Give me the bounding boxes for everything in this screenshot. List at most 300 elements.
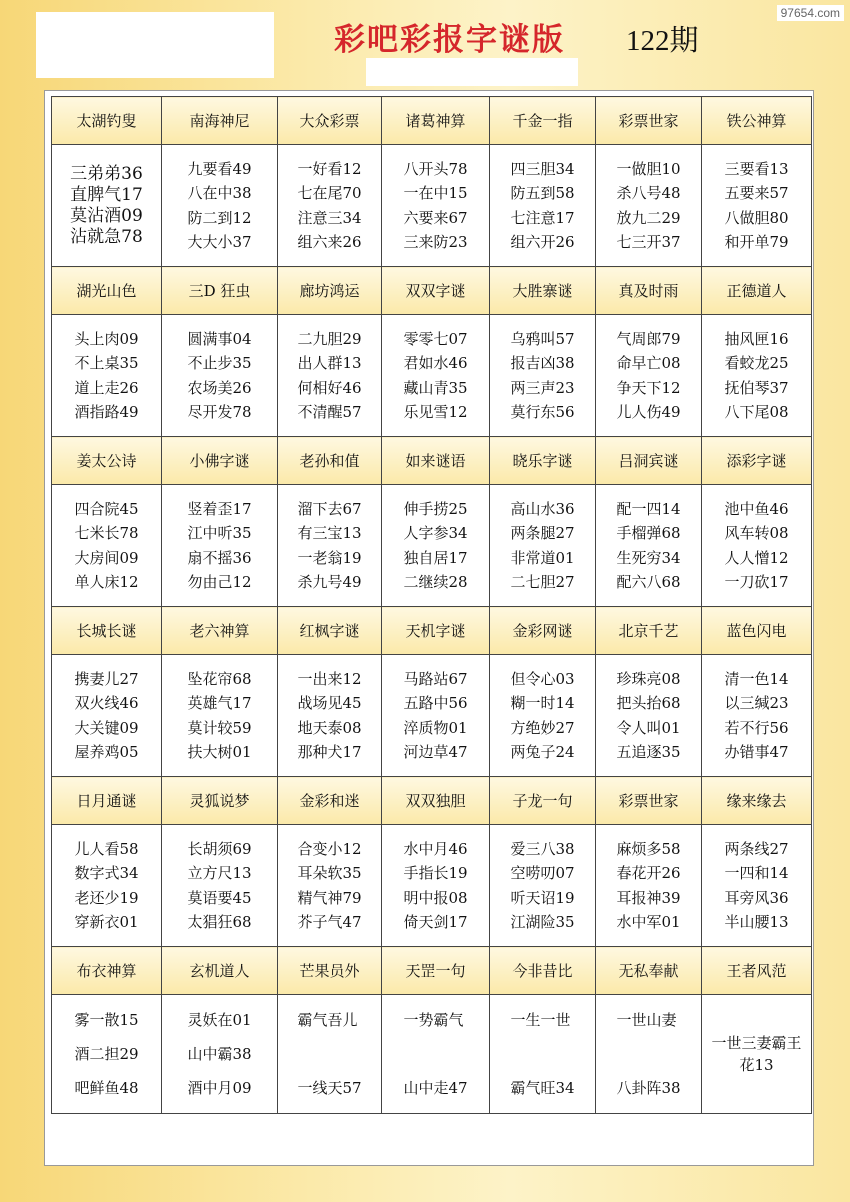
riddle-line: 穿新衣01 bbox=[74, 913, 139, 931]
riddle-line: 莫语要45 bbox=[187, 888, 252, 907]
riddle-line: 有三宝13 bbox=[297, 524, 362, 542]
riddle-cell bbox=[162, 995, 278, 1114]
blank-panel-left bbox=[36, 12, 274, 78]
riddle-line: 方绝妙27 bbox=[510, 718, 575, 737]
riddle-line: 一在中15 bbox=[403, 184, 468, 202]
riddle-cell bbox=[162, 485, 278, 607]
riddle-lines bbox=[74, 667, 138, 765]
riddle-line: 风车转08 bbox=[724, 524, 789, 542]
riddle-line bbox=[616, 1037, 680, 1071]
riddle-line: 雾一散15 bbox=[74, 1011, 139, 1029]
riddle-line: 人人憎12 bbox=[724, 548, 789, 567]
riddle-line: 珍珠亮08 bbox=[616, 669, 681, 688]
riddle-line: 尽开发78 bbox=[187, 403, 252, 421]
riddle-line: 八开头78 bbox=[403, 159, 468, 178]
riddle-line: 老还少19 bbox=[74, 888, 139, 907]
riddle-line: 办错事47 bbox=[724, 743, 789, 761]
riddle-row bbox=[52, 485, 812, 607]
riddle-line: 配六八68 bbox=[616, 573, 681, 591]
riddle-line: 坠花帘68 bbox=[187, 669, 252, 688]
column-header: 长城长谜 bbox=[52, 607, 162, 655]
column-header: 日月通谜 bbox=[52, 777, 162, 825]
riddle-line: 圆满事04 bbox=[187, 329, 252, 348]
riddle-line: 生死穷34 bbox=[616, 548, 681, 567]
riddle-cell bbox=[382, 995, 490, 1114]
riddle-line: 池中鱼46 bbox=[724, 499, 789, 518]
riddle-line: 屋养鸡05 bbox=[74, 743, 139, 761]
riddle-line: 一老翁19 bbox=[297, 548, 362, 567]
riddle-line: 零零七07 bbox=[403, 329, 468, 348]
riddle-line: 酒二担29 bbox=[74, 1045, 139, 1063]
riddle-line: 不清醒57 bbox=[297, 403, 362, 421]
riddle-line: 春花开26 bbox=[616, 864, 681, 882]
header-row bbox=[52, 437, 812, 485]
riddle-line: 地天泰08 bbox=[297, 718, 362, 737]
riddle-line: 立方尺13 bbox=[187, 864, 252, 882]
riddle-line: 耳旁风36 bbox=[724, 888, 789, 907]
riddle-cell bbox=[382, 145, 490, 267]
riddle-lines bbox=[403, 157, 467, 255]
riddle-lines bbox=[616, 157, 680, 255]
riddle-lines bbox=[187, 327, 251, 425]
column-header: 真及时雨 bbox=[596, 267, 702, 315]
riddle-line: 一四和14 bbox=[724, 864, 789, 882]
riddle-lines bbox=[74, 1003, 138, 1105]
riddle-line: 芥子气47 bbox=[297, 913, 362, 931]
riddle-lines bbox=[510, 157, 574, 255]
column-header: 正德道人 bbox=[702, 267, 812, 315]
riddle-line: 长胡须69 bbox=[187, 839, 252, 858]
riddle-lines bbox=[297, 837, 361, 935]
header-row bbox=[52, 97, 812, 145]
riddle-line: 那种犬17 bbox=[297, 743, 362, 761]
riddle-line: 非常道01 bbox=[510, 548, 575, 567]
riddle-line: 把头抬68 bbox=[616, 694, 681, 712]
riddle-line: 耳报神39 bbox=[616, 888, 681, 907]
riddle-lines bbox=[510, 497, 574, 595]
riddle-line: 清一色14 bbox=[724, 669, 789, 688]
riddle-line: 明中报08 bbox=[403, 888, 468, 907]
riddle-line: 八卦阵38 bbox=[616, 1079, 681, 1097]
riddle-line: 报吉凶38 bbox=[510, 354, 575, 372]
riddle-lines bbox=[403, 1003, 467, 1105]
riddle-line: 扇不摇36 bbox=[187, 548, 252, 567]
riddle-line: 手榴弹68 bbox=[616, 524, 681, 542]
riddle-line: 何相好46 bbox=[297, 378, 362, 397]
riddle-line: 注意三34 bbox=[297, 208, 362, 227]
riddle-line: 一世山妻 bbox=[616, 1011, 677, 1029]
riddle-cell bbox=[490, 825, 596, 947]
column-header: 玄机道人 bbox=[162, 947, 278, 995]
riddle-line: 大房间09 bbox=[74, 548, 139, 567]
riddle-lines bbox=[74, 327, 138, 425]
riddle-cell bbox=[52, 485, 162, 607]
riddle-line: 二继续28 bbox=[403, 573, 468, 591]
riddle-cell bbox=[382, 315, 490, 437]
riddle-line: 六要来67 bbox=[403, 208, 468, 227]
riddle-line: 以三缄23 bbox=[724, 694, 789, 712]
riddle-line: 杀九号49 bbox=[297, 573, 362, 591]
riddle-cell bbox=[162, 655, 278, 777]
riddle-line: 直脾气17 bbox=[70, 184, 143, 205]
riddle-lines bbox=[724, 327, 788, 425]
riddle-line: 一世三妻霸王花13 bbox=[711, 1034, 802, 1074]
riddle-line: 战场见45 bbox=[297, 694, 362, 712]
riddle-lines bbox=[510, 667, 574, 765]
riddle-line: 淬质物01 bbox=[403, 718, 468, 737]
riddle-line: 一势霸气 bbox=[403, 1011, 464, 1029]
riddle-lines bbox=[724, 667, 788, 765]
riddle-cell bbox=[382, 825, 490, 947]
riddle-cell bbox=[702, 145, 812, 267]
riddle-lines bbox=[297, 1003, 361, 1105]
riddle-cell bbox=[52, 655, 162, 777]
riddle-line: 人字参34 bbox=[403, 524, 468, 542]
riddle-line bbox=[403, 1037, 467, 1071]
column-header: 三D 狂虫 bbox=[162, 267, 278, 315]
riddle-line: 吧鲜鱼48 bbox=[74, 1079, 139, 1097]
riddle-cell bbox=[490, 485, 596, 607]
riddle-line: 放九二29 bbox=[616, 208, 681, 227]
riddle-line: 九要看49 bbox=[187, 159, 252, 178]
riddle-line: 一生一世 bbox=[510, 1011, 571, 1029]
riddle-line: 精气神79 bbox=[297, 888, 362, 907]
riddle-line: 但令心03 bbox=[510, 669, 575, 688]
riddle-line: 一线天57 bbox=[297, 1079, 362, 1097]
page-title: 彩吧彩报字谜版 bbox=[334, 22, 565, 58]
column-header: 大胜寨谜 bbox=[490, 267, 596, 315]
column-header: 铁公神算 bbox=[702, 97, 812, 145]
riddle-lines bbox=[187, 157, 251, 255]
riddle-line: 高山水36 bbox=[510, 499, 575, 518]
riddle-cell bbox=[702, 825, 812, 947]
riddle-lines bbox=[187, 837, 251, 935]
column-header: 廊坊鸿运 bbox=[278, 267, 382, 315]
column-header: 太湖钓叟 bbox=[52, 97, 162, 145]
riddle-lines bbox=[510, 327, 574, 425]
riddle-line: 独自居17 bbox=[403, 548, 468, 567]
column-header: 灵狐说梦 bbox=[162, 777, 278, 825]
riddle-cell bbox=[382, 655, 490, 777]
riddle-lines bbox=[74, 497, 138, 595]
riddle-cell bbox=[382, 485, 490, 607]
riddle-lines bbox=[403, 667, 467, 765]
riddle-line: 和开单79 bbox=[724, 233, 789, 251]
riddle-line: 乐见雪12 bbox=[403, 403, 468, 421]
riddle-line: 四三胆34 bbox=[510, 159, 575, 178]
riddle-line: 糊一时14 bbox=[510, 694, 575, 712]
column-header: 子龙一句 bbox=[490, 777, 596, 825]
riddle-cell bbox=[52, 145, 162, 267]
riddle-line: 麻烦多58 bbox=[616, 839, 681, 858]
column-header: 天机字谜 bbox=[382, 607, 490, 655]
riddle-cell bbox=[596, 825, 702, 947]
riddle-line: 儿人看58 bbox=[74, 839, 139, 858]
riddle-line: 七在尾70 bbox=[297, 184, 362, 202]
riddle-cell bbox=[162, 315, 278, 437]
column-header: 金彩和迷 bbox=[278, 777, 382, 825]
riddle-line: 莫沾酒09 bbox=[70, 205, 143, 226]
riddle-line: 江中听35 bbox=[187, 524, 252, 542]
header-row bbox=[52, 267, 812, 315]
riddle-line: 杀八号48 bbox=[616, 184, 681, 202]
riddle-cell bbox=[162, 145, 278, 267]
riddle-row bbox=[52, 825, 812, 947]
riddle-line: 抚伯琴37 bbox=[724, 378, 789, 397]
column-header: 蓝色闪电 bbox=[702, 607, 812, 655]
riddle-line: 藏山青35 bbox=[403, 378, 468, 397]
riddle-line: 道上走26 bbox=[74, 378, 139, 397]
riddle-line: 五追逐35 bbox=[616, 743, 681, 761]
riddle-line: 看蛟龙25 bbox=[724, 354, 789, 372]
column-header: 姜太公诗 bbox=[52, 437, 162, 485]
riddle-line: 单人床12 bbox=[74, 573, 139, 591]
riddle-line: 配一四14 bbox=[616, 499, 681, 518]
riddle-cell bbox=[278, 995, 382, 1114]
riddle-lines bbox=[187, 1003, 251, 1105]
riddle-cell bbox=[702, 655, 812, 777]
riddle-cell bbox=[702, 995, 812, 1114]
riddle-cell bbox=[596, 655, 702, 777]
column-header: 双双字谜 bbox=[382, 267, 490, 315]
riddle-line: 争天下12 bbox=[616, 378, 681, 397]
riddle-line: 大大小37 bbox=[187, 233, 252, 251]
riddle-line: 爱三八38 bbox=[510, 839, 575, 858]
riddle-line: 二七胆27 bbox=[510, 573, 575, 591]
riddle-line: 酒中月09 bbox=[187, 1079, 252, 1097]
riddle-line: 两条线27 bbox=[724, 839, 789, 858]
riddle-line: 半山腰13 bbox=[724, 913, 789, 931]
riddle-line: 一刀砍17 bbox=[724, 573, 789, 591]
riddle-cell bbox=[278, 655, 382, 777]
riddle-line: 山中走47 bbox=[403, 1079, 468, 1097]
riddle-line: 出人群13 bbox=[297, 354, 362, 372]
column-header: 小佛字谜 bbox=[162, 437, 278, 485]
column-header: 金彩网谜 bbox=[490, 607, 596, 655]
riddle-lines bbox=[724, 497, 788, 595]
column-header: 千金一指 bbox=[490, 97, 596, 145]
column-header: 如来谜语 bbox=[382, 437, 490, 485]
riddle-cell bbox=[596, 145, 702, 267]
header-row bbox=[52, 607, 812, 655]
riddle-line: 携妻儿27 bbox=[74, 669, 139, 688]
column-header: 彩票世家 bbox=[596, 777, 702, 825]
riddle-line: 抽风匣16 bbox=[724, 329, 789, 348]
riddle-line: 英雄气17 bbox=[187, 694, 252, 712]
column-header: 天罡一句 bbox=[382, 947, 490, 995]
riddle-cell bbox=[596, 995, 702, 1114]
riddle-line: 手指长19 bbox=[403, 864, 468, 882]
column-header: 北京千艺 bbox=[596, 607, 702, 655]
riddle-line: 酒指路49 bbox=[74, 403, 139, 421]
riddle-line bbox=[510, 1037, 574, 1071]
column-header: 晓乐字谜 bbox=[490, 437, 596, 485]
column-header: 彩票世家 bbox=[596, 97, 702, 145]
riddle-lines bbox=[403, 327, 467, 425]
riddle-cell bbox=[52, 315, 162, 437]
riddle-line: 儿人伤49 bbox=[616, 403, 681, 421]
column-header: 诸葛神算 bbox=[382, 97, 490, 145]
column-header: 大众彩票 bbox=[278, 97, 382, 145]
riddle-row bbox=[52, 145, 812, 267]
riddle-cell bbox=[490, 145, 596, 267]
riddle-cell bbox=[278, 145, 382, 267]
riddle-line: 霸气旺34 bbox=[510, 1079, 575, 1097]
riddle-line: 勿由己12 bbox=[187, 573, 252, 591]
riddle-line: 命早亡08 bbox=[616, 354, 681, 372]
column-header: 今非昔比 bbox=[490, 947, 596, 995]
riddle-line: 七三开37 bbox=[616, 233, 681, 251]
riddle-line: 扶大树01 bbox=[187, 743, 252, 761]
column-header: 无私奉献 bbox=[596, 947, 702, 995]
riddle-line: 水中军01 bbox=[616, 913, 681, 931]
riddle-line: 四合院45 bbox=[74, 499, 139, 518]
riddle-line: 霸气吾儿 bbox=[297, 1011, 358, 1029]
column-header: 老孙和值 bbox=[278, 437, 382, 485]
riddle-lines bbox=[616, 667, 680, 765]
riddle-line: 莫行东56 bbox=[510, 403, 575, 421]
site-watermark: 97654.com bbox=[777, 5, 844, 21]
riddle-row bbox=[52, 655, 812, 777]
column-header: 布衣神算 bbox=[52, 947, 162, 995]
column-header: 吕洞宾谜 bbox=[596, 437, 702, 485]
riddle-line: 耳朵软35 bbox=[297, 864, 362, 882]
riddle-row bbox=[52, 315, 812, 437]
riddle-line: 一好看12 bbox=[297, 159, 362, 178]
riddle-line: 组六来26 bbox=[297, 233, 362, 251]
column-header: 双双独胆 bbox=[382, 777, 490, 825]
riddle-line bbox=[297, 1037, 361, 1071]
riddle-lines bbox=[70, 164, 143, 248]
riddle-cell bbox=[162, 825, 278, 947]
riddle-line: 灵妖在01 bbox=[187, 1011, 252, 1029]
riddle-line: 五要来57 bbox=[724, 184, 789, 202]
riddle-line: 八下尾08 bbox=[724, 403, 789, 421]
riddle-line: 水中月46 bbox=[403, 839, 468, 858]
riddle-lines bbox=[187, 667, 251, 765]
riddle-line: 合变小12 bbox=[297, 839, 362, 858]
riddle-lines bbox=[510, 1003, 574, 1105]
riddle-line: 两条腿27 bbox=[510, 524, 575, 542]
riddle-cell bbox=[490, 995, 596, 1114]
column-header: 湖光山色 bbox=[52, 267, 162, 315]
riddle-lines bbox=[297, 497, 361, 595]
column-header: 缘来缘去 bbox=[702, 777, 812, 825]
column-header: 老六神算 bbox=[162, 607, 278, 655]
riddle-line: 江湖险35 bbox=[510, 913, 575, 931]
riddle-line: 一做胆10 bbox=[616, 159, 681, 178]
riddle-line: 河边草47 bbox=[403, 743, 468, 761]
riddle-sheet bbox=[44, 90, 814, 1166]
riddle-cell bbox=[596, 485, 702, 607]
riddle-cell bbox=[52, 995, 162, 1114]
riddle-line: 莫计较59 bbox=[187, 718, 252, 737]
riddle-lines bbox=[724, 157, 788, 255]
riddle-line: 组六开26 bbox=[510, 233, 575, 251]
riddle-line: 八做胆80 bbox=[724, 208, 789, 227]
riddle-line: 二九胆29 bbox=[297, 329, 362, 348]
riddle-cell bbox=[52, 825, 162, 947]
riddle-line: 两兔子24 bbox=[510, 743, 575, 761]
riddle-row bbox=[52, 995, 812, 1114]
riddle-line: 伸手捞25 bbox=[403, 499, 468, 518]
riddle-cell bbox=[702, 485, 812, 607]
riddle-cell bbox=[278, 315, 382, 437]
header-row bbox=[52, 777, 812, 825]
riddle-line: 不上桌35 bbox=[74, 354, 139, 372]
issue-number: 122期 bbox=[626, 25, 699, 57]
riddle-line: 防二到12 bbox=[187, 208, 252, 227]
riddle-line: 七米长78 bbox=[74, 524, 139, 542]
riddle-line: 数字式34 bbox=[74, 864, 139, 882]
column-header: 红枫字谜 bbox=[278, 607, 382, 655]
riddle-line: 双火线46 bbox=[74, 694, 139, 712]
column-header: 芒果员外 bbox=[278, 947, 382, 995]
column-header: 王者风范 bbox=[702, 947, 812, 995]
riddle-line: 三要看13 bbox=[724, 159, 789, 178]
riddle-line: 八在中38 bbox=[187, 184, 252, 202]
riddle-line: 马路站67 bbox=[403, 669, 468, 688]
header-row bbox=[52, 947, 812, 995]
riddle-line: 三来防23 bbox=[403, 233, 468, 251]
riddle-line: 君如水46 bbox=[403, 354, 468, 372]
riddle-cell bbox=[490, 655, 596, 777]
riddle-line: 防五到58 bbox=[510, 184, 575, 202]
riddle-line: 农场美26 bbox=[187, 378, 252, 397]
riddle-lines bbox=[403, 837, 467, 935]
riddle-line: 三弟弟36 bbox=[70, 163, 143, 184]
riddle-line: 太猖狂68 bbox=[187, 913, 252, 931]
riddle-line: 令人叫01 bbox=[616, 718, 681, 737]
riddle-line: 听天诏19 bbox=[510, 888, 575, 907]
riddle-lines bbox=[616, 1003, 680, 1105]
riddle-line: 沾就急78 bbox=[70, 226, 143, 247]
riddle-line: 两三声23 bbox=[510, 378, 575, 397]
riddle-line: 倚天剑17 bbox=[403, 913, 468, 931]
riddle-line: 一出来12 bbox=[297, 669, 362, 688]
riddle-cell bbox=[596, 315, 702, 437]
riddle-line: 空唠叨07 bbox=[510, 864, 575, 882]
riddle-lines bbox=[297, 157, 361, 255]
riddle-line: 不止步35 bbox=[187, 354, 252, 372]
riddle-table bbox=[51, 96, 812, 1114]
riddle-cell bbox=[702, 315, 812, 437]
riddle-line: 山中霸38 bbox=[187, 1045, 252, 1063]
riddle-cell bbox=[278, 825, 382, 947]
riddle-line: 溜下去67 bbox=[297, 499, 362, 518]
riddle-line: 竖着歪17 bbox=[187, 499, 252, 518]
riddle-line: 乌鸦叫57 bbox=[510, 329, 575, 348]
riddle-lines bbox=[616, 837, 680, 935]
riddle-lines bbox=[403, 497, 467, 595]
riddle-lines bbox=[74, 837, 138, 935]
column-header: 南海神尼 bbox=[162, 97, 278, 145]
riddle-line: 若不行56 bbox=[724, 718, 789, 737]
riddle-lines bbox=[616, 327, 680, 425]
riddle-lines bbox=[510, 837, 574, 935]
riddle-lines bbox=[297, 327, 361, 425]
riddle-line: 大关键09 bbox=[74, 718, 139, 737]
riddle-line: 头上肉09 bbox=[74, 329, 139, 348]
riddle-lines bbox=[616, 497, 680, 595]
riddle-lines bbox=[187, 497, 251, 595]
blank-panel-center bbox=[366, 58, 578, 86]
riddle-line: 七注意17 bbox=[510, 208, 575, 227]
column-header: 添彩字谜 bbox=[702, 437, 812, 485]
riddle-line: 气周郎79 bbox=[616, 329, 681, 348]
riddle-lines bbox=[297, 667, 361, 765]
riddle-line: 五路中56 bbox=[403, 694, 468, 712]
